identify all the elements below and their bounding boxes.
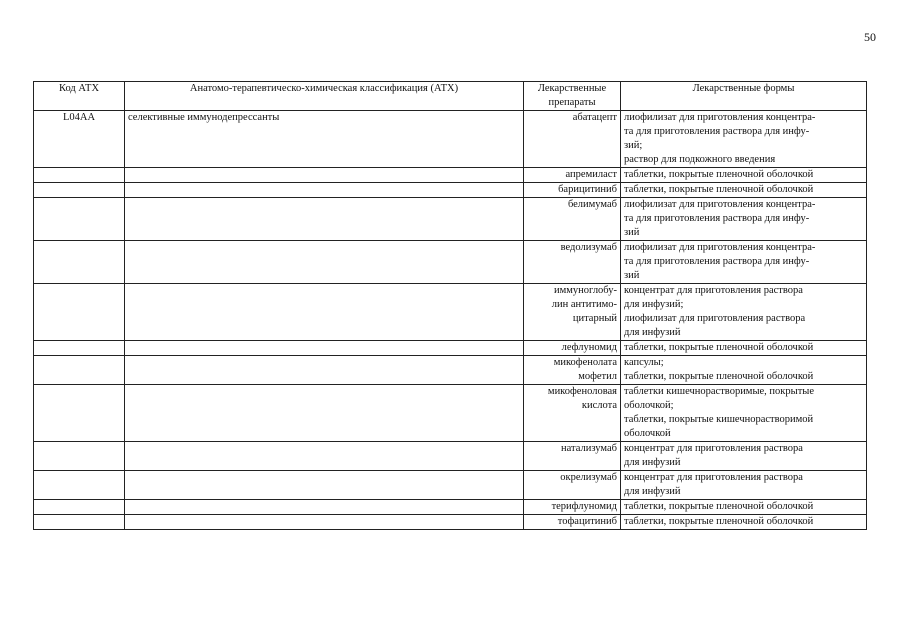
cell-preparation	[524, 515, 621, 530]
cell-dosage-forms	[621, 241, 867, 284]
header-forms: Лекарственные формы	[621, 82, 867, 111]
dosage-form-line: оболочкой	[624, 428, 671, 439]
atc-table	[33, 81, 867, 530]
cell-classification	[125, 515, 524, 530]
cell-atc-code: L04AA	[34, 111, 125, 168]
preparation-name: лефлуномид	[561, 342, 617, 353]
preparation-name: белимумаб	[567, 199, 617, 210]
preparation-name: терифлуномид	[551, 501, 617, 512]
cell-preparation	[524, 385, 621, 442]
table-header-row	[34, 82, 867, 111]
table-body	[34, 111, 867, 530]
table-row	[34, 385, 867, 442]
dosage-form-line: концентрат для приготовления раствора	[624, 443, 803, 454]
table-row	[34, 168, 867, 183]
table-row	[34, 356, 867, 385]
preparation-name: микофенолата	[553, 357, 617, 368]
cell-preparation	[524, 500, 621, 515]
cell-atc-code	[34, 471, 125, 500]
dosage-form-line: капсулы;	[624, 357, 664, 368]
dosage-form-line: таблетки, покрытые пленочной оболочкой	[624, 516, 814, 527]
cell-dosage-forms	[621, 198, 867, 241]
dosage-form-line: оболочкой;	[624, 400, 674, 411]
dosage-form-line: для инфузий;	[624, 299, 684, 310]
dosage-form-line: концентрат для приготовления раствора	[624, 285, 803, 296]
dosage-form-line: для инфузий	[624, 327, 681, 338]
dosage-form-line: лиофилизат для приготовления раствора	[624, 313, 806, 324]
preparation-name: кислота	[581, 400, 617, 411]
cell-atc-code	[34, 241, 125, 284]
cell-classification	[125, 442, 524, 471]
dosage-form-line: таблетки, покрытые пленочной оболочкой	[624, 342, 814, 353]
cell-dosage-forms	[621, 183, 867, 198]
dosage-form-line: лиофилизат для приготовления концентра-	[624, 242, 816, 253]
dosage-form-line: та для приготовления раствора для инфу-	[624, 126, 810, 137]
cell-atc-code	[34, 356, 125, 385]
preparation-name: микофеноловая	[547, 386, 617, 397]
preparation-name: окрелизумаб	[560, 472, 617, 483]
table-row	[34, 471, 867, 500]
cell-atc-code	[34, 198, 125, 241]
cell-classification	[125, 471, 524, 500]
cell-dosage-forms	[621, 284, 867, 341]
cell-classification	[125, 241, 524, 284]
cell-atc-code	[34, 442, 125, 471]
cell-preparation	[524, 471, 621, 500]
dosage-form-line: таблетки, покрытые пленочной оболочкой	[624, 501, 814, 512]
dosage-form-line: таблетки, покрытые кишечнорастворимой	[624, 414, 814, 425]
preparation-name: тофацитиниб	[557, 516, 617, 527]
cell-atc-code	[34, 183, 125, 198]
cell-dosage-forms	[621, 471, 867, 500]
dosage-form-line: для инфузий	[624, 486, 681, 497]
cell-dosage-forms	[621, 356, 867, 385]
cell-atc-code	[34, 284, 125, 341]
cell-preparation	[524, 198, 621, 241]
cell-preparation	[524, 241, 621, 284]
dosage-form-line: раствор для подкожного введения	[624, 154, 776, 165]
preparation-name: натализумаб	[561, 443, 617, 454]
cell-dosage-forms	[621, 168, 867, 183]
dosage-form-line: лиофилизат для приготовления концентра-	[624, 112, 816, 123]
cell-preparation	[524, 111, 621, 168]
cell-classification	[125, 385, 524, 442]
page-number: 50	[864, 30, 876, 44]
preparation-name: лин антитимо-	[551, 299, 617, 310]
cell-classification	[125, 183, 524, 198]
cell-classification	[125, 168, 524, 183]
dosage-form-line: таблетки, покрытые пленочной оболочкой	[624, 371, 814, 382]
dosage-form-line: зий	[624, 227, 640, 238]
cell-preparation	[524, 168, 621, 183]
dosage-form-line: та для приготовления раствора для инфу-	[624, 256, 810, 267]
dosage-form-line: та для приготовления раствора для инфу-	[624, 213, 810, 224]
cell-dosage-forms	[621, 341, 867, 356]
dosage-form-line: таблетки, покрытые пленочной оболочкой	[624, 184, 814, 195]
dosage-form-line: таблетки, покрытые пленочной оболочкой	[624, 169, 814, 180]
cell-atc-code	[34, 500, 125, 515]
cell-preparation	[524, 356, 621, 385]
cell-classification	[125, 284, 524, 341]
header-preparations: Лекарственные препараты	[524, 82, 621, 111]
cell-dosage-forms	[621, 500, 867, 515]
cell-dosage-forms	[621, 385, 867, 442]
cell-dosage-forms	[621, 515, 867, 530]
preparation-name: цитарный	[572, 313, 617, 324]
cell-preparation	[524, 442, 621, 471]
preparation-name: барицитиниб	[558, 184, 617, 195]
dosage-form-line: концентрат для приготовления раствора	[624, 472, 803, 483]
cell-classification	[125, 198, 524, 241]
cell-classification	[125, 356, 524, 385]
cell-atc-code	[34, 515, 125, 530]
header-classification: Анатомо-терапевтическо-химическая классификация (АТХ)	[125, 82, 524, 111]
dosage-form-line: зий;	[624, 140, 643, 151]
dosage-form-line: для инфузий	[624, 457, 681, 468]
dosage-form-line: лиофилизат для приготовления концентра-	[624, 199, 816, 210]
table-row	[34, 198, 867, 241]
cell-preparation	[524, 341, 621, 356]
header-code: Код АТХ	[34, 82, 125, 111]
table-row	[34, 284, 867, 341]
preparation-name: абатацепт	[572, 112, 617, 123]
table-row	[34, 241, 867, 284]
cell-dosage-forms	[621, 442, 867, 471]
cell-atc-code	[34, 341, 125, 356]
table-row	[34, 442, 867, 471]
cell-preparation	[524, 284, 621, 341]
cell-atc-code	[34, 385, 125, 442]
table-row	[34, 500, 867, 515]
preparation-name: иммуноглобу-	[554, 285, 617, 296]
cell-dosage-forms	[621, 111, 867, 168]
dosage-form-line: таблетки кишечнорастворимые, покрытые	[624, 386, 814, 397]
table-row	[34, 183, 867, 198]
dosage-form-line: зий	[624, 270, 640, 281]
preparation-name: апремиласт	[565, 169, 617, 180]
cell-classification	[125, 341, 524, 356]
cell-atc-code	[34, 168, 125, 183]
table-row	[34, 515, 867, 530]
preparation-name: мофетил	[578, 371, 617, 382]
preparation-name: ведолизумаб	[560, 242, 617, 253]
cell-classification	[125, 500, 524, 515]
table-row	[34, 111, 867, 168]
table-row	[34, 341, 867, 356]
cell-preparation	[524, 183, 621, 198]
cell-classification: селективные иммунодепрессанты	[125, 111, 524, 168]
